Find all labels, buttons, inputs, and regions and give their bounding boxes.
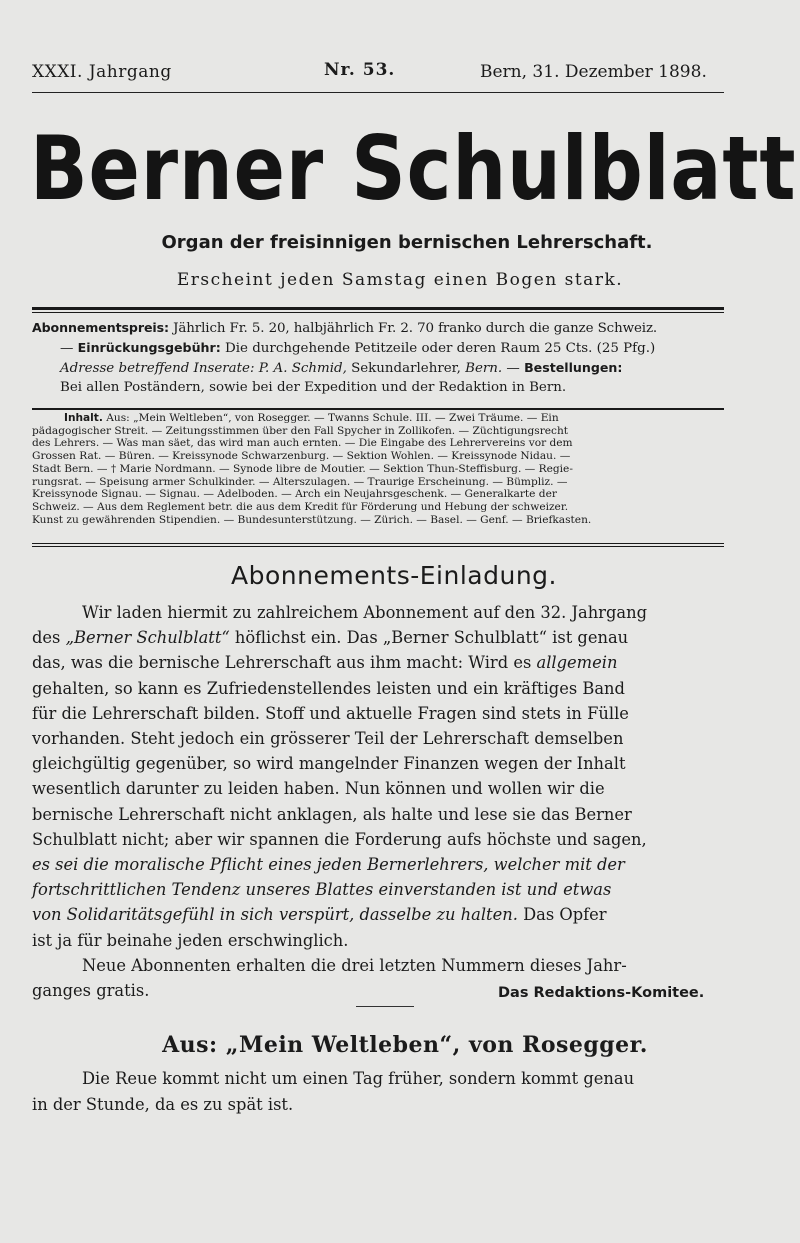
article-line: gehalten, so kann es Zufriedenstellendes leisten und ein kräftiges Band <box>32 678 625 698</box>
subscription-price-text: Jährlich Fr. 5. 20, halbjährlich Fr. 2. 70 franko durch die ganze Schweiz. <box>168 321 658 336</box>
contents-line: Stadt Bern. — † Marie Nordmann. — Synode libre de Moutier. — Sektion Thun-Steffisburg. — Regie- <box>32 462 573 475</box>
masthead-rule <box>32 307 724 313</box>
article-line: Neue Abonnenten erhalten die drei letzten Nummern dieses Jahr- <box>82 955 627 975</box>
article-line: es sei die moralische Pflicht eines jeden Bernerlehrers, welcher mit der <box>32 855 625 875</box>
article-separator <box>356 1006 414 1007</box>
volume-label: XXXI. Jahrgang <box>32 62 172 82</box>
article-italic: „Berner Schulblatt“ <box>65 628 230 648</box>
article-text: höflichst ein. Das „Berner Schulblatt“ ist genau <box>229 628 629 648</box>
subscription-info <box>32 318 724 397</box>
article-text: das, was die bernische Lehrerschaft aus ihm macht: Wird es <box>32 653 537 673</box>
article2-headline: Aus: „Mein Weltleben“, von Rosegger. <box>162 1032 648 1058</box>
contents-rule <box>32 543 724 547</box>
publication-frequency: Erscheint jeden Samstag einen Bogen stark. <box>176 270 624 290</box>
article-line: für die Lehrerschaft bilden. Stoff und aktuelle Fragen sind stets in Fülle <box>32 703 629 723</box>
issue-date: Bern, 31. Dezember 1898. <box>480 62 707 82</box>
article-line: fortschrittlichen Tendenz unseres Blattes einverstanden ist und etwas <box>32 880 612 900</box>
article-text: Das Opfer <box>517 905 607 925</box>
issue-number: Nr. 53. <box>324 60 396 80</box>
subscription-rule <box>32 408 724 410</box>
contents-line: Kreissynode Signau. — Signau. — Adelboden. — Arch ein Neujahrsgeschenk. — Generalkarte der <box>32 488 557 501</box>
masthead-title: Berner Schulblatt <box>30 117 797 220</box>
article-body <box>32 600 724 1003</box>
insertion-fee-label: Einrückungsgebühr: <box>77 340 221 355</box>
header-line <box>32 62 722 88</box>
masthead-subtitle: Organ der freisinnigen bernischen Lehrerschaft. <box>161 232 653 253</box>
contents-line: pädagogischer Streit. — Zeitungsstimmen über den Fall Spycher in Zollikofen. — Züchtigungsrecht <box>32 424 569 437</box>
article-line: ist ja für beinahe jeden erschwinglich. <box>32 930 349 950</box>
article-line: Schulblatt nicht; aber wir spannen die Forderung aufs höchste und sagen, <box>32 829 647 849</box>
article2-line: in der Stunde, da es zu spät ist. <box>32 1095 294 1114</box>
insertion-dash: — <box>60 341 78 356</box>
ads-address-italic: Adresse betreffend Inserate: P. A. Schmid, <box>60 361 347 376</box>
article-italic: allgemein <box>536 653 618 673</box>
header-rule <box>32 92 724 93</box>
ads-address-city: Bern. <box>465 361 503 376</box>
orders-text: Bei allen Poständern, sowie bei der Expedition und der Redaktion in Bern. <box>60 380 567 395</box>
ads-address-text: Sekundarlehrer, <box>346 361 466 376</box>
article-line: vorhanden. Steht jedoch ein grösserer Teil der Lehrerschaft demselben <box>32 729 624 749</box>
insertion-fee-text: Die durchgehende Petitzeile oder deren Raum 25 Cts. (25 Pfg.) <box>220 341 656 356</box>
contents-label: Inhalt. <box>64 412 103 424</box>
article-headline: Abonnements-Einladung. <box>231 561 557 590</box>
article-line: wesentlich darunter zu leiden haben. Nun können und wollen wir die <box>32 779 605 799</box>
contents-line: Schweiz. — Aus dem Reglement betr. die aus dem Kredit für Förderung und Hebung der schweizer. <box>32 500 569 513</box>
contents-line: Kunst zu gewährenden Stipendien. — Bundesunterstützung. — Zürich. — Basel. — Genf. — Briefkasten. <box>32 513 592 526</box>
article-signature: Das Redaktions-Komitee. <box>498 985 705 1001</box>
article2-body <box>32 1066 724 1118</box>
contents-line: des Lehrers. — Was man säet, das wird man auch ernten. — Die Eingabe des Lehrervereins vor dem <box>32 437 573 450</box>
article-text: des <box>32 628 66 648</box>
article-line: gleichgültig gegenüber, so wird mangelnder Finanzen wegen der Inhalt <box>32 754 626 774</box>
article-line: bernische Lehrerschaft nicht anklagen, als halte und lese sie das Berner <box>32 804 632 824</box>
article-italic: von Solidaritätsgefühl in sich verspürt, dasselbe zu halten. <box>32 905 518 925</box>
orders-label: Bestellungen: <box>524 360 623 375</box>
contents-line: Aus: „Mein Weltleben“, von Rosegger. — Twanns Schule. III. — Zwei Träume. — Ein <box>102 412 559 424</box>
subscription-price-label: Abonnementspreis: <box>32 320 169 335</box>
contents-line: Grossen Rat. — Büren. — Kreissynode Schwarzenburg. — Sektion Wohlen. — Kreissynode Nidau. — <box>32 450 571 463</box>
article-line: Wir laden hiermit zu zahlreichem Abonnement auf den 32. Jahrgang <box>82 603 648 622</box>
ads-address-dash: — <box>502 361 525 376</box>
table-of-contents <box>32 412 724 526</box>
article2-line: Die Reue kommt nicht um einen Tag früher, sondern kommt genau <box>82 1069 635 1088</box>
article-line: ganges gratis. <box>32 981 150 1001</box>
contents-line: rungsrat. — Speisung armer Schulkinder. — Alterszulagen. — Traurige Erscheinung. — Bümpliz. — <box>32 475 568 488</box>
